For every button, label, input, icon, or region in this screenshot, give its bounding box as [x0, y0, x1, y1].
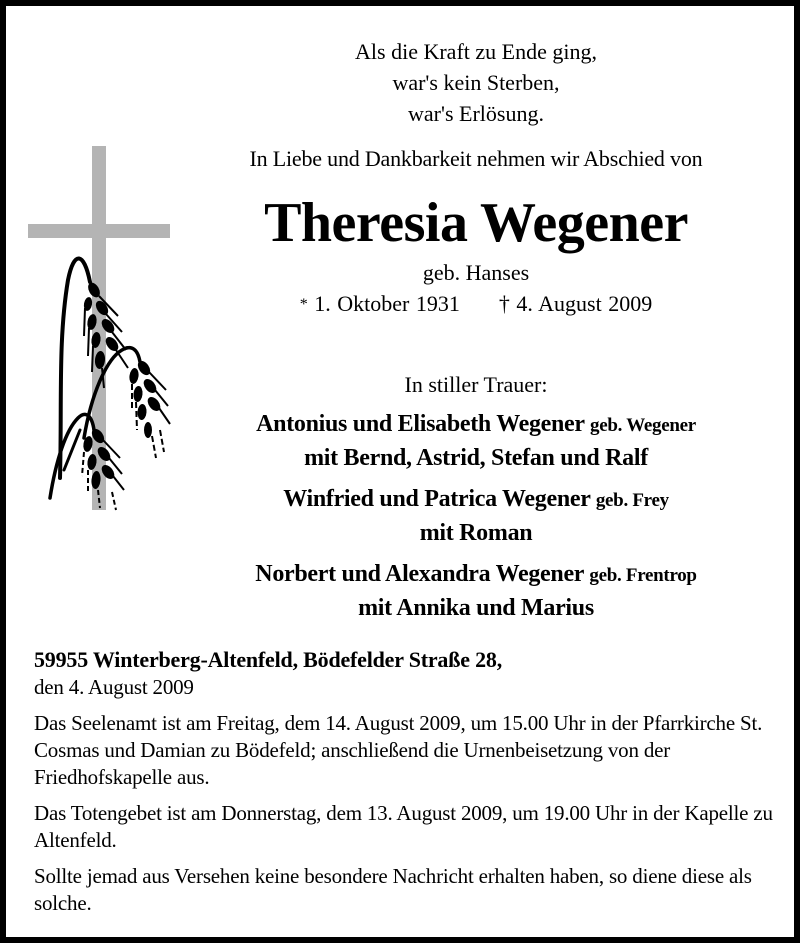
mourning-heading: In stiller Trauer: [404, 372, 548, 397]
birth-date: 1. Oktober 1931 [314, 291, 460, 316]
address: 59955 Winterberg-Altenfeld, Bödefelder Straße 28, [34, 647, 503, 672]
cross-with-wheat-icon [22, 140, 182, 516]
family-names-line [191, 558, 761, 592]
deceased-name: Theresia Wegener [264, 192, 688, 254]
details-section [34, 646, 794, 926]
birth-star-icon: * [299, 296, 308, 313]
family-names: Norbert und Alexandra Wegener [255, 561, 584, 587]
family-entry [191, 558, 761, 625]
family-names: Antonius und Elisabeth Wegener [256, 411, 585, 437]
family-nee: geb. Wegener [590, 415, 696, 436]
death-date: 4. August 2009 [516, 291, 653, 316]
poem-line: war's Erlösung. [408, 101, 544, 126]
family-entry [191, 483, 761, 550]
life-dates [191, 289, 761, 322]
intro-text: In Liebe und Dankbarkeit nehmen wir Abschied von [249, 146, 703, 171]
place-date: den 4. August 2009 [34, 675, 194, 699]
family-entry [191, 408, 761, 475]
announcement-requiem: Das Seelenamt ist am Freitag, dem 14. August 2009, um 15.00 Uhr in der Pfarrkirche St. Cosmas und Damian zu Bödefeld; anschließend die Urnenbeisetzung von der Friedhofskapelle aus. [34, 711, 763, 789]
poem-line: war's kein Sterben, [392, 70, 560, 95]
family-nee: geb. Frey [595, 490, 669, 511]
family-children: mit Roman [419, 520, 533, 546]
family-nee: geb. Frentrop [589, 565, 697, 586]
family-children: mit Bernd, Astrid, Stefan und Ralf [304, 445, 648, 471]
family-names-line [191, 408, 761, 442]
poem [191, 36, 761, 129]
mourners-list [191, 408, 761, 633]
family-children: mit Annika und Marius [358, 595, 594, 621]
birth-name: geb. Hanses [422, 260, 530, 285]
death-dagger-icon: † [498, 291, 510, 316]
family-names-line [191, 483, 761, 517]
poem-line: Als die Kraft zu Ende ging, [355, 39, 597, 64]
family-names: Winfried und Patrica Wegener [283, 486, 591, 512]
announcement-notice: Sollte jemad aus Versehen keine besondere Nachricht erhalten haben, so diene diese als solche. [34, 864, 752, 915]
announcement-prayer: Das Totengebet ist am Donnerstag, dem 13. August 2009, um 19.00 Uhr in der Kapelle zu Altenfeld. [34, 801, 773, 852]
wheat-ears-icon [50, 258, 170, 510]
